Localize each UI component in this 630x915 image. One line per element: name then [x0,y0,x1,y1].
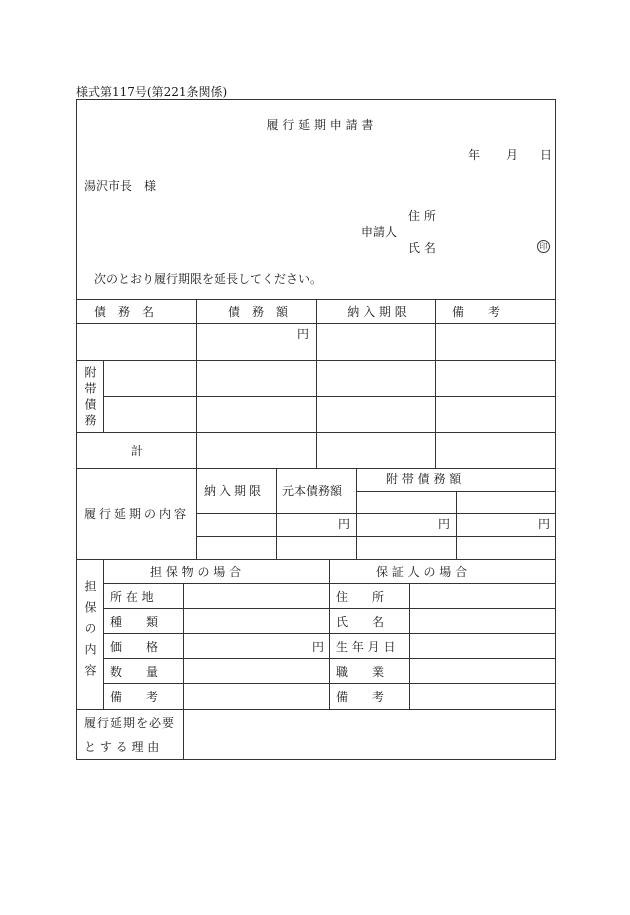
header-remarks: 備 考 [452,305,501,319]
outer-border-bottom [76,759,556,760]
currency-yen: 円 [338,517,351,531]
table-line [183,583,184,759]
outer-border-top [76,99,556,100]
table-line [103,658,556,659]
table-line [76,709,556,710]
name-label: 氏 名 [408,241,436,255]
collateral-header: 担 保 物 の 場 合 [150,565,242,579]
table-line [103,633,556,634]
form-number: 様式第117号(第221条関係) [76,85,228,99]
address-label: 住 所 [408,209,436,223]
date-month: 月 [506,148,519,162]
table-line [103,608,556,609]
guarantor-row-label: 備 考 [336,690,385,704]
guarantor-row-label: 住 所 [336,590,385,604]
outer-border-right [555,99,556,760]
table-line [196,299,197,468]
total-label: 計 [131,444,144,458]
outer-border-left [76,99,77,760]
addressee: 湯沢市長 様 [84,179,157,193]
security-label: 担保の内容 [83,580,97,685]
seal-icon: 印 [537,240,550,253]
table-line [76,468,556,469]
guarantor-row-label: 氏 名 [336,615,385,629]
guarantor-row-label: 生 年 月 日 [336,640,396,654]
header-debt-amount: 債 務 額 [227,305,288,319]
collateral-row-label: 価 格 [110,640,159,654]
table-line [196,396,556,397]
collateral-row-label: 種 類 [110,615,159,629]
ancillary-debt-label: 附帯債務 [83,366,97,430]
table-line [196,513,556,514]
table-line [103,360,104,432]
statement: 次のとおり履行期限を延長してください。 [94,272,323,286]
guarantor-header: 保 証 人 の 場 合 [376,565,468,579]
table-line [103,683,556,684]
collateral-row-label: 備 考 [110,690,159,704]
table-line [409,583,410,709]
header-debt-name: 債 務 名 [94,305,155,319]
table-line [456,491,457,559]
table-line [435,299,436,468]
reason-label-line2: と す る 理 由 [84,740,160,754]
table-line [329,559,330,709]
header-payment-deadline: 納 入 期 限 [347,305,407,319]
table-line [76,559,556,560]
form-title: 履 行 延 期 申 請 書 [266,118,374,132]
extension-label: 履行延期の内容 [84,507,190,521]
collateral-row-label: 数 量 [110,665,159,679]
table-line [103,559,104,709]
currency-yen: 円 [538,517,551,531]
table-line [196,536,556,537]
extension-payment-deadline: 納入期限 [204,484,265,498]
collateral-row-label: 所 在 地 [110,590,154,604]
table-line [103,583,556,584]
currency-yen: 円 [312,640,325,654]
currency-yen: 円 [297,327,310,341]
guarantor-row-label: 職 業 [336,665,385,679]
table-line [356,491,556,492]
currency-yen: 円 [438,517,451,531]
reason-label-line1: 履行延期を必要 [84,716,176,730]
extension-principal-amount: 元本債務額 [282,484,343,498]
extension-ancillary-amount: 附 帯 債 務 額 [386,472,462,486]
table-line [316,299,317,468]
applicant-label: 申請人 [361,225,398,239]
date-year: 年 [468,148,481,162]
date-day: 日 [540,148,553,162]
